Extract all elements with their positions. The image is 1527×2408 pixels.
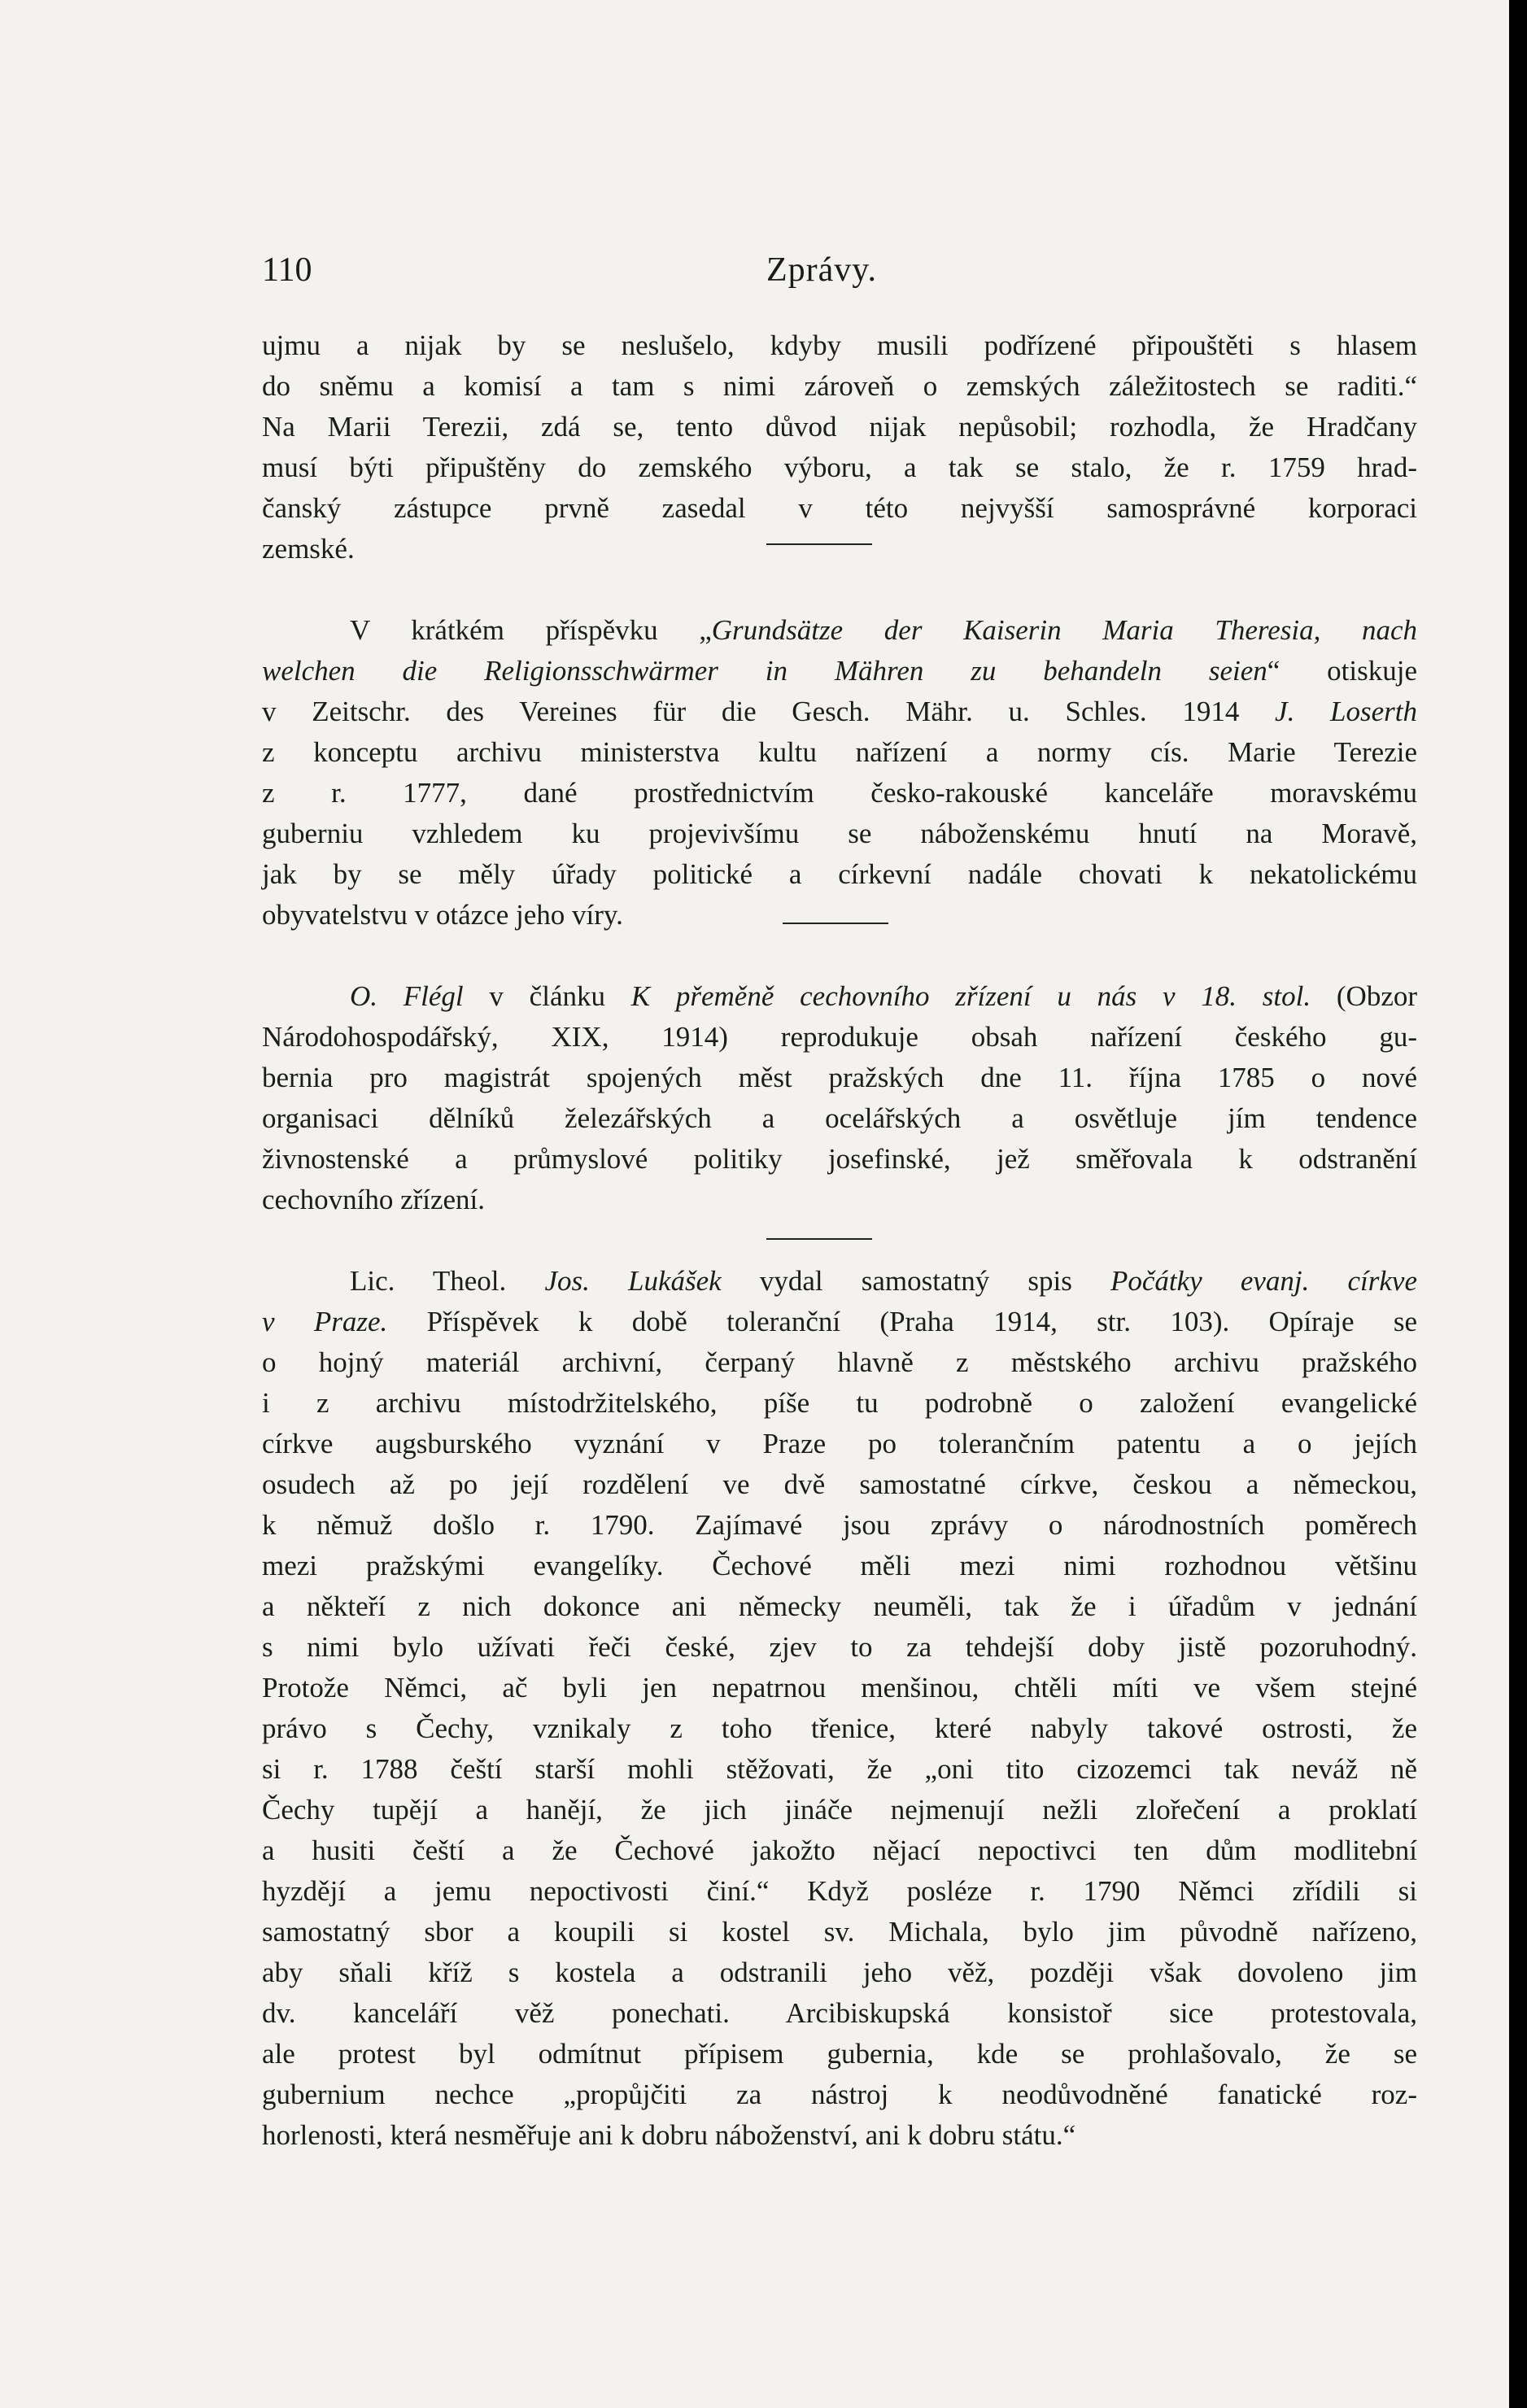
section-divider: [783, 923, 888, 924]
text-line: dv. kanceláří věž ponechati. Arcibiskupská konsistoř sice protestovala,: [262, 1997, 1417, 2029]
text-line: z konceptu archivu ministerstva kultu nařízení a normy cís. Marie Terezie: [262, 736, 1417, 768]
text-line: welchen die Religionsschwärmer in Mähren zu behandeln seien“ otiskuje: [262, 655, 1417, 687]
text-line: bernia pro magistrát spojených měst pražských dne 11. října 1785 o nové: [262, 1062, 1417, 1093]
text-line: mezi pražskými evangelíky. Čechové měli mezi nimi rozhodnou většinu: [262, 1550, 1417, 1581]
page-body: [262, 325, 1417, 2156]
paragraph-loserth: [262, 610, 1417, 936]
text-line: V krátkém příspěvku „Grundsätze der Kaiserin Maria Theresia, nach: [350, 614, 1417, 646]
text-line: guberniu vzhledem ku projevivšímu se náboženskému hnutí na Moravě,: [262, 818, 1417, 849]
text-line: Na Marii Terezii, zdá se, tento důvod nijak nepůsobil; rozhodla, že Hradčany: [262, 411, 1417, 443]
text-line: Čechy tupějí a hanějí, že jich jináče nejmenují nežli zlořečení a proklatí: [262, 1794, 1417, 1826]
text-line: s nimi bylo užívati řeči české, zjev to za tehdejší doby jistě pozoruhodný.: [262, 1631, 1417, 1663]
text-line: musí býti připuštěny do zemského výboru, a tak se stalo, že r. 1759 hrad-: [262, 452, 1417, 483]
text-line: obyvatelstvu v otázce jeho víry.: [262, 895, 1417, 936]
paragraph-lukasek: [262, 1261, 1417, 2156]
text-line: živnostenské a průmyslové politiky josefinské, jež směřovala k odstranění: [262, 1143, 1417, 1175]
text-line: Národohospodářský, XIX, 1914) reprodukuje obsah nařízení českého gu-: [262, 1021, 1417, 1053]
section-divider: [766, 1238, 872, 1240]
text-line: zemské.: [262, 533, 355, 565]
text-line: a husiti čeští a že Čechové jakožto nějací nepoctivci ten dům modlitební: [262, 1834, 1417, 1866]
text-line: horlenosti, která nesměřuje ani k dobru náboženství, ani k dobru státu.“: [262, 2119, 1076, 2151]
text-line: si r. 1788 čeští starší mohli stěžovati, že „oni tito cizozemci tak neváž ně: [262, 1753, 1417, 1785]
text-line: samostatný sbor a koupili si kostel sv. Michala, bylo jim původně nařízeno,: [262, 1916, 1417, 1948]
text-line: a někteří z nich dokonce ani německy neuměli, tak že i úřadům v jednání: [262, 1590, 1417, 1622]
text-line: o hojný materiál archivní, čerpaný hlavně z městského archivu pražského: [262, 1346, 1417, 1378]
text-line: církve augsburského vyznání v Praze po tolerančním patentu a o jejích: [262, 1428, 1417, 1459]
text-line: v Zeitschr. des Vereines für die Gesch. Mähr. u. Schles. 1914 J. Loserth: [262, 696, 1417, 727]
text-line: aby sňali kříž s kostela a odstranili jeho věž, později však dovoleno jim: [262, 1956, 1417, 1988]
text-line: i z archivu místodržitelského, píše tu podrobně o založení evangelické: [262, 1387, 1417, 1419]
text-line: do sněmu a komisí a tam s nimi zároveň o zemských záležitostech se raditi.“: [262, 370, 1417, 402]
text-line: O. Flégl v článku K přeměně cechovního zřízení u nás v 18. stol. (Obzor: [350, 980, 1418, 1012]
text-line: jak by se měly úřady politické a církevní nadále chovati k nekatolickému: [262, 858, 1417, 890]
text-line: čanský zástupce prvně zasedal v této nejvyšší samosprávné korporaci: [262, 492, 1417, 524]
text-line: z r. 1777, dané prostřednictvím česko-rakouské kanceláře moravskému: [262, 777, 1417, 809]
paragraph-hradcany: [262, 325, 1417, 569]
scan-edge: [1509, 0, 1527, 2408]
text-line: v Praze. Příspěvek k době toleranční (Praha 1914, str. 103). Opíraje se: [262, 1306, 1417, 1337]
text-line: ujmu a nijak by se neslušelo, kdyby musili podřízené připouštěti s hlasem: [262, 329, 1417, 361]
section-divider: [766, 543, 872, 545]
text-line: Lic. Theol. Jos. Lukášek vydal samostatný spis Počátky evanj. církve: [350, 1265, 1417, 1297]
page-header: [262, 251, 1417, 289]
text-line: gubernium nechce „propůjčiti za nástroj k neodůvodněné fanatické roz-: [262, 2079, 1417, 2110]
text-line: hyzdějí a jemu nepoctivosti činí.“ Když posléze r. 1790 Němci zřídili si: [262, 1875, 1417, 1907]
text-line: osudech až po její rozdělení ve dvě samostatné církve, českou a německou,: [262, 1468, 1417, 1500]
text-line: ale protest byl odmítnut přípisem gubernia, kde se prohlašovalo, že se: [262, 2038, 1417, 2070]
page-number: 110: [262, 251, 312, 289]
text-line: k němuž došlo r. 1790. Zajímavé jsou zprávy o národnostních poměrech: [262, 1509, 1417, 1541]
text-line: cechovního zřízení.: [262, 1184, 486, 1215]
text-line: právo s Čechy, vznikaly z toho třenice, které nabyly takové ostrosti, že: [262, 1712, 1417, 1744]
running-head: Zprávy.: [766, 251, 878, 289]
text-line: organisaci dělníků železářských a ocelářských a osvětluje jím tendence: [262, 1102, 1417, 1134]
paragraph-flegl: [262, 976, 1417, 1220]
text-line: Protože Němci, ač byli jen nepatrnou menšinou, chtěli míti ve všem stejné: [262, 1672, 1417, 1703]
